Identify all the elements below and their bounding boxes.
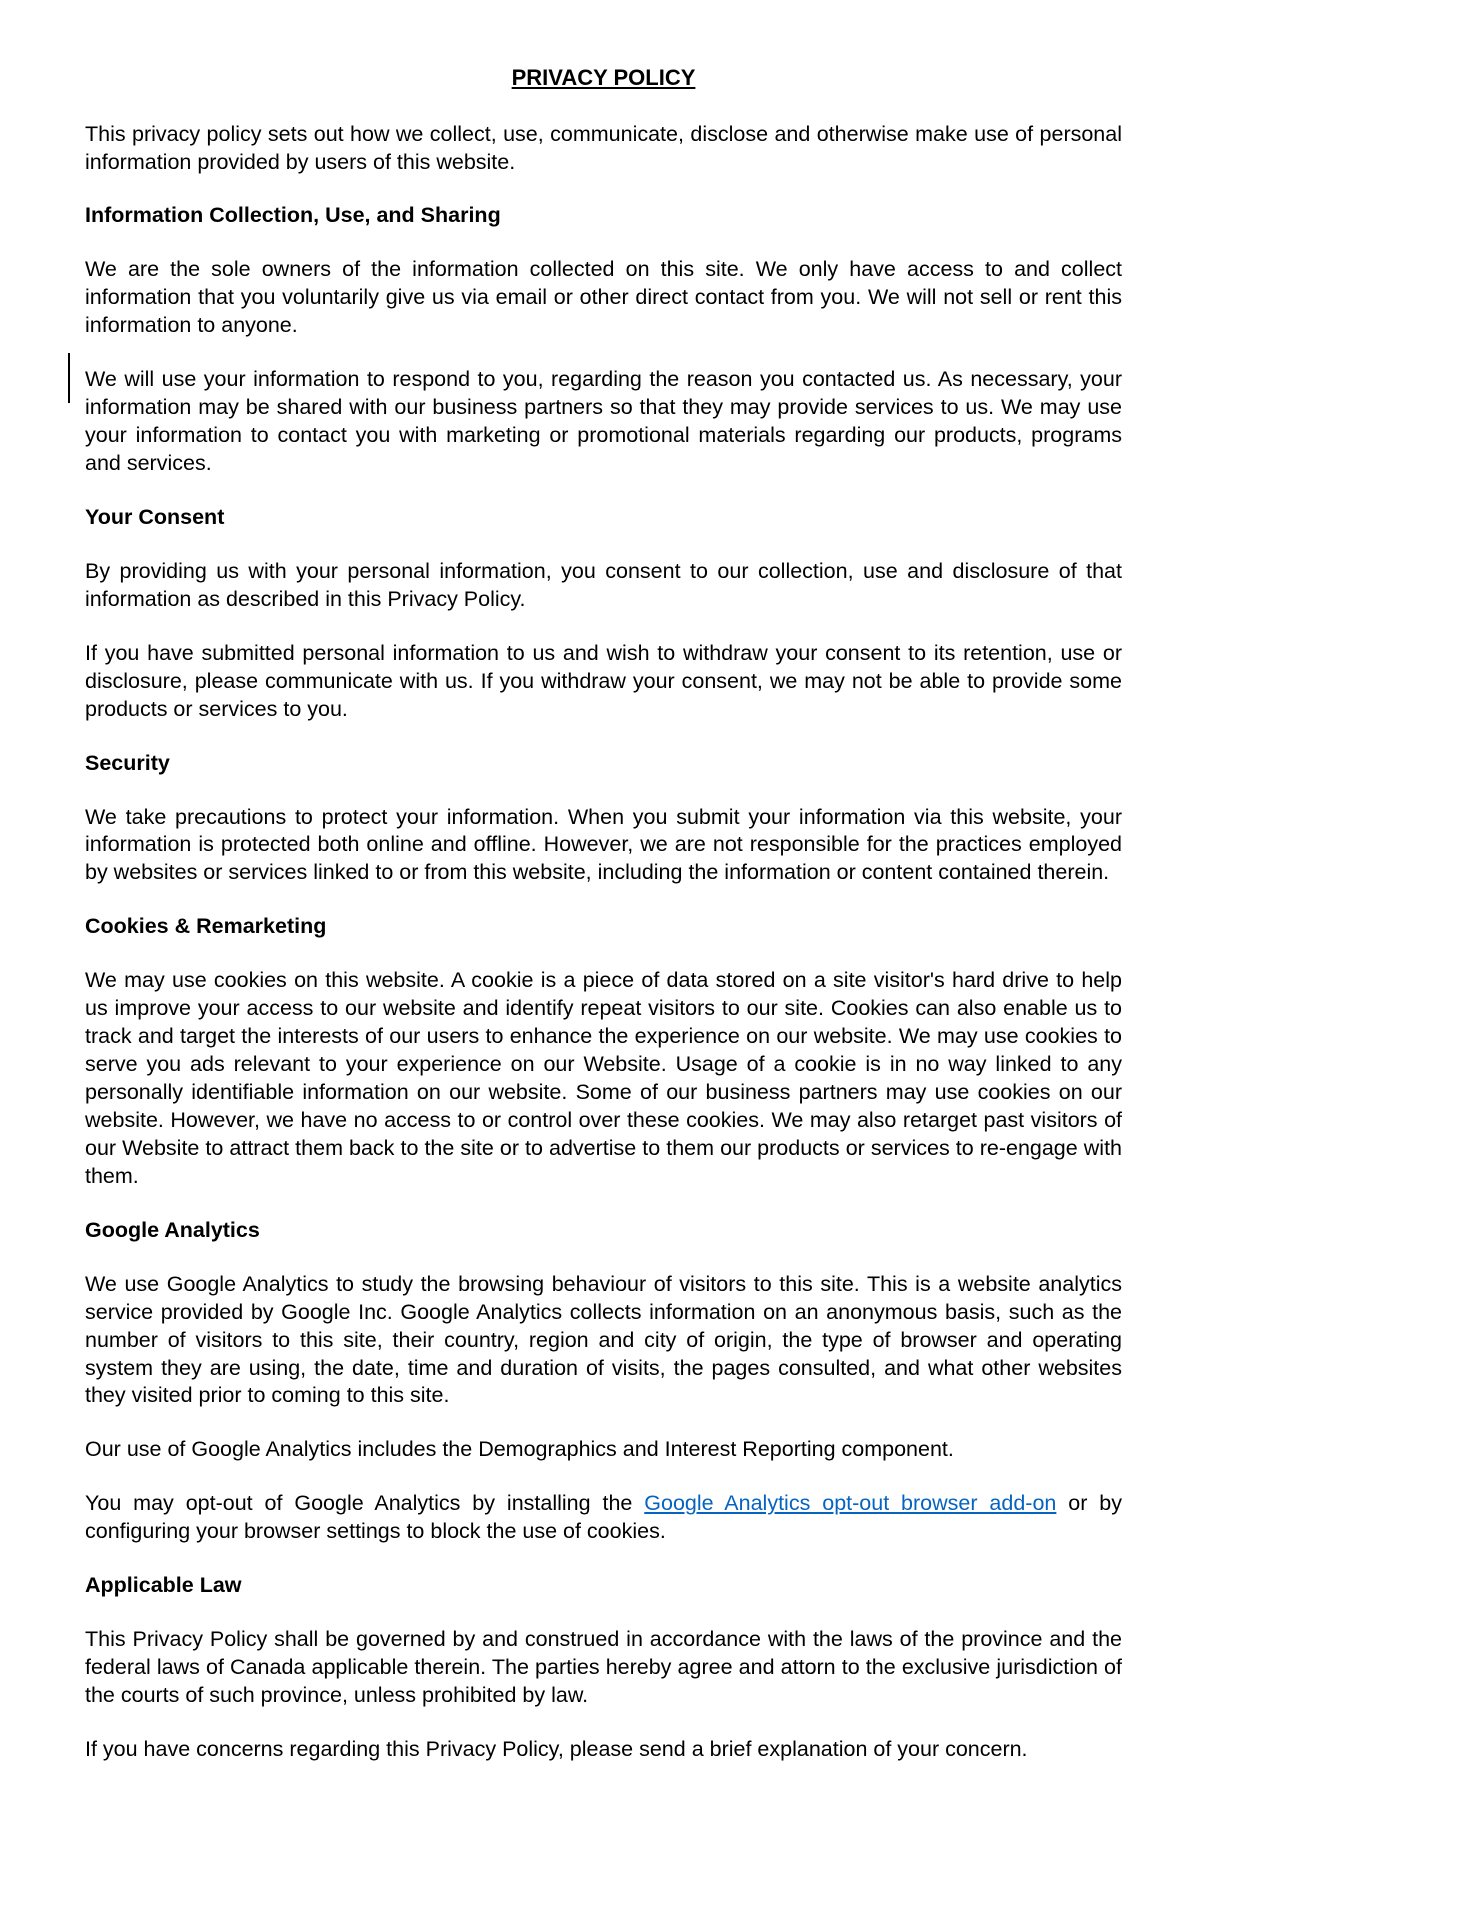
paragraph: If you have concerns regarding this Privacy Policy, please send a brief explanation of your concern. bbox=[85, 1736, 1028, 1761]
link-paragraph-after: or by configuring your browser settings to block the use of cookies. bbox=[85, 1491, 1122, 1544]
paragraph-with-link bbox=[85, 1490, 1122, 1546]
paragraph: If you have submitted personal information to us and wish to withdraw your consent to its retention, use or disclosure, please communicate with us. If you withdraw your consent, we may not be able to provide some products or services to you. bbox=[85, 640, 1122, 721]
section-heading-google-analytics: Google Analytics bbox=[85, 1217, 260, 1242]
paragraph: By providing us with your personal information, you consent to our collection, use and disclosure of that information as described in this Privacy Policy. bbox=[85, 558, 1122, 611]
google-analytics-optout-link[interactable]: Google Analytics opt-out browser add-on bbox=[644, 1491, 1057, 1516]
section-heading-your-consent: Your Consent bbox=[85, 504, 225, 529]
paragraph: We will use your information to respond to you, regarding the reason you contacted us. As necessary, your information may be shared with our business partners so that they may provide services to us. We may use your information to contact you with marketing or promotional materials regarding our products, programs and services. bbox=[85, 367, 1122, 476]
section-heading-security: Security bbox=[85, 750, 170, 775]
paragraph: We take precautions to protect your information. When you submit your information via this website, your information is protected both online and offline. However, we are not responsible for the practices employed by websites or services linked to or from this website, including the information or content contained therein. bbox=[85, 804, 1122, 885]
link-paragraph-before: You may opt-out of Google Analytics by installing the bbox=[85, 1491, 645, 1516]
intro-paragraph: This privacy policy sets out how we collect, use, communicate, disclose and otherwise make use of personal information provided by users of this website. bbox=[85, 121, 1122, 174]
privacy-policy-document bbox=[85, 0, 1122, 1764]
paragraph: This Privacy Policy shall be governed by and construed in accordance with the laws of the province and the federal laws of Canada applicable therein. The parties hereby agree and attorn to the exclusive jurisdiction of the courts of such province, unless prohibited by law. bbox=[85, 1627, 1122, 1708]
revision-change-bar bbox=[68, 353, 70, 403]
paragraph: We use Google Analytics to study the browsing behaviour of visitors to this site. This is a website analytics service provided by Google Inc. Google Analytics collects information on an anonymous basis, such as the number of visitors to this site, their country, region and city of origin, the type of browser and operating system they are using, the date, time and duration of visits, the pages consulted, and what other websites they visited prior to coming to this site. bbox=[85, 1271, 1122, 1408]
paragraph: We are the sole owners of the information collected on this site. We only have access to and collect information that you voluntarily give us via email or other direct contact from you. We will not sell or rent this information to anyone. bbox=[85, 257, 1122, 338]
paragraph: We may use cookies on this website. A cookie is a piece of data stored on a site visitor's hard drive to help us improve your access to our website and identify repeat visitors to our site. Cookies can also enable us to track and target the interests of our users to enhance the experience on our website. We may use cookies to serve you ads relevant to your experience on our Website. Usage of a cookie is in no way linked to any personally identifiable information on our website. Some of our business partners may use cookies on our website. However, we have no access to or control over these cookies. We may also retarget past visitors of our Website to attract them back to the site or to advertise to them our products or services to re-engage with them. bbox=[85, 968, 1122, 1188]
paragraph: Our use of Google Analytics includes the Demographics and Interest Reporting component. bbox=[85, 1437, 954, 1462]
page-title: PRIVACY POLICY bbox=[511, 65, 696, 90]
section-heading-applicable-law: Applicable Law bbox=[85, 1573, 242, 1598]
section-heading-information-collection: Information Collection, Use, and Sharing bbox=[85, 203, 501, 228]
section-heading-cookies-remarketing: Cookies & Remarketing bbox=[85, 914, 327, 939]
